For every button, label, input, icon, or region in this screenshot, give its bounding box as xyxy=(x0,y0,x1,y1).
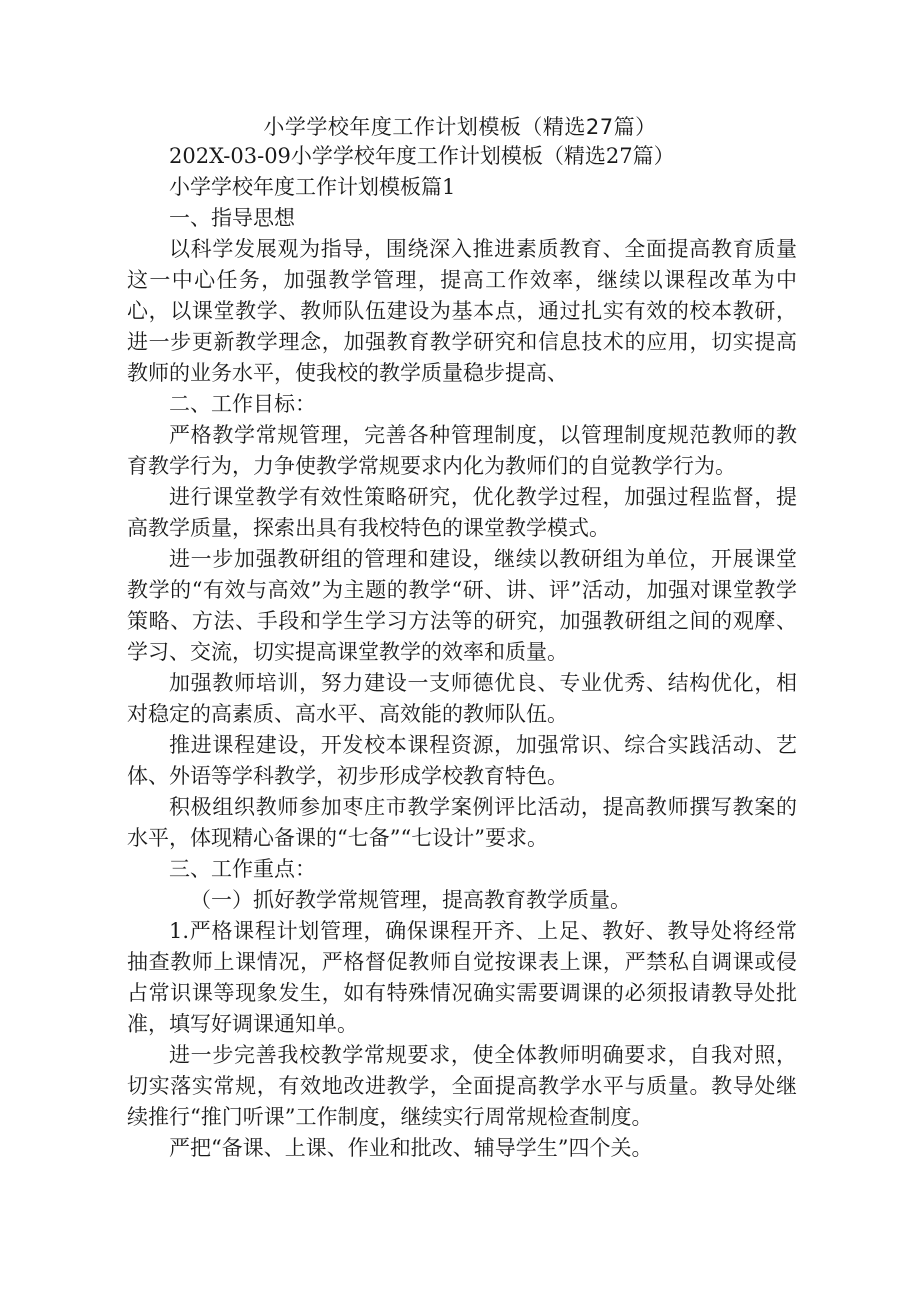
heading-work-goals: 二、工作目标： xyxy=(169,392,316,416)
section-heading-plan-1: 小学学校年度工作计划模板篇1 xyxy=(169,175,456,199)
document-body xyxy=(127,140,797,1164)
paragraph: 1.严格课程计划管理，确保课程开齐、上足、教好、教导处将经常抽查教师上课情况，严格督促教师自觉按课表上课，严禁私自调课或侵占常识课等现象发生，如有特殊情况确实需要调课的必须报请教导处批准，填写好调课通知单。 xyxy=(127,919,797,1036)
paragraph: 进一步加强教研组的管理和建设，继续以教研组为单位，开展课堂教学的“有效与高效”为主题的教学“研、讲、评”活动，加强对课堂教学策略、方法、手段和学生学习方法等的研究，加强教研组之间的观摩、学习、交流，切实提高课堂教学的效率和质量。 xyxy=(127,547,797,664)
heading-work-focus: 三、工作重点： xyxy=(169,857,316,881)
paragraph: 以科学发展观为指导，围绕深入推进素质教育、全面提高教育质量这一中心任务，加强教学管理，提高工作效率，继续以课程改革为中心，以课堂教学、教师队伍建设为基本点，通过扎实有效的校本教研，进一步更新教学理念，加强教育教学研究和信息技术的应用，切实提高教师的业务水平，使我校的教学质量稳步提高、 xyxy=(127,237,797,385)
paragraph: 加强教师培训，努力建设一支师德优良、专业优秀、结构优化，相对稳定的高素质、高水平、高效能的教师队伍。 xyxy=(127,671,797,726)
paragraph: 推进课程建设，开发校本课程资源，加强常识、综合实践活动、艺体、外语等学科教学，初步形成学校教育特色。 xyxy=(127,733,797,788)
date-subtitle-paragraph: 202X-03-09小学学校年度工作计划模板（精选27篇） xyxy=(169,144,675,168)
subheading-teaching-routine: （一）抓好教学常规管理，提高教育教学质量。 xyxy=(190,888,631,912)
paragraph: 进行课堂教学有效性策略研究，优化教学过程，加强过程监督，提高教学质量，探索出具有我校特色的课堂教学模式。 xyxy=(127,485,797,540)
heading-guiding-ideology: 一、指导思想 xyxy=(169,206,295,230)
paragraph: 严把“备课、上课、作业和批改、辅导学生”四个关。 xyxy=(169,1136,653,1160)
paragraph: 进一步完善我校教学常规要求，使全体教师明确要求，自我对照，切实落实常规，有效地改进教学，全面提高教学水平与质量。教导处继续推行“推门听课”工作制度，继续实行周常规检查制度。 xyxy=(127,1043,797,1129)
document-title: 小学学校年度工作计划模板（精选27篇） xyxy=(263,115,657,139)
paragraph: 积极组织教师参加枣庄市教学案例评比活动，提高教师撰写教案的水平，体现精心备课的“七备”“七设计”要求。 xyxy=(127,795,797,850)
paragraph: 严格教学常规管理，完善各种管理制度，以管理制度规范教师的教育教学行为，力争使教学常规要求内化为教师们的自觉教学行为。 xyxy=(127,423,797,478)
